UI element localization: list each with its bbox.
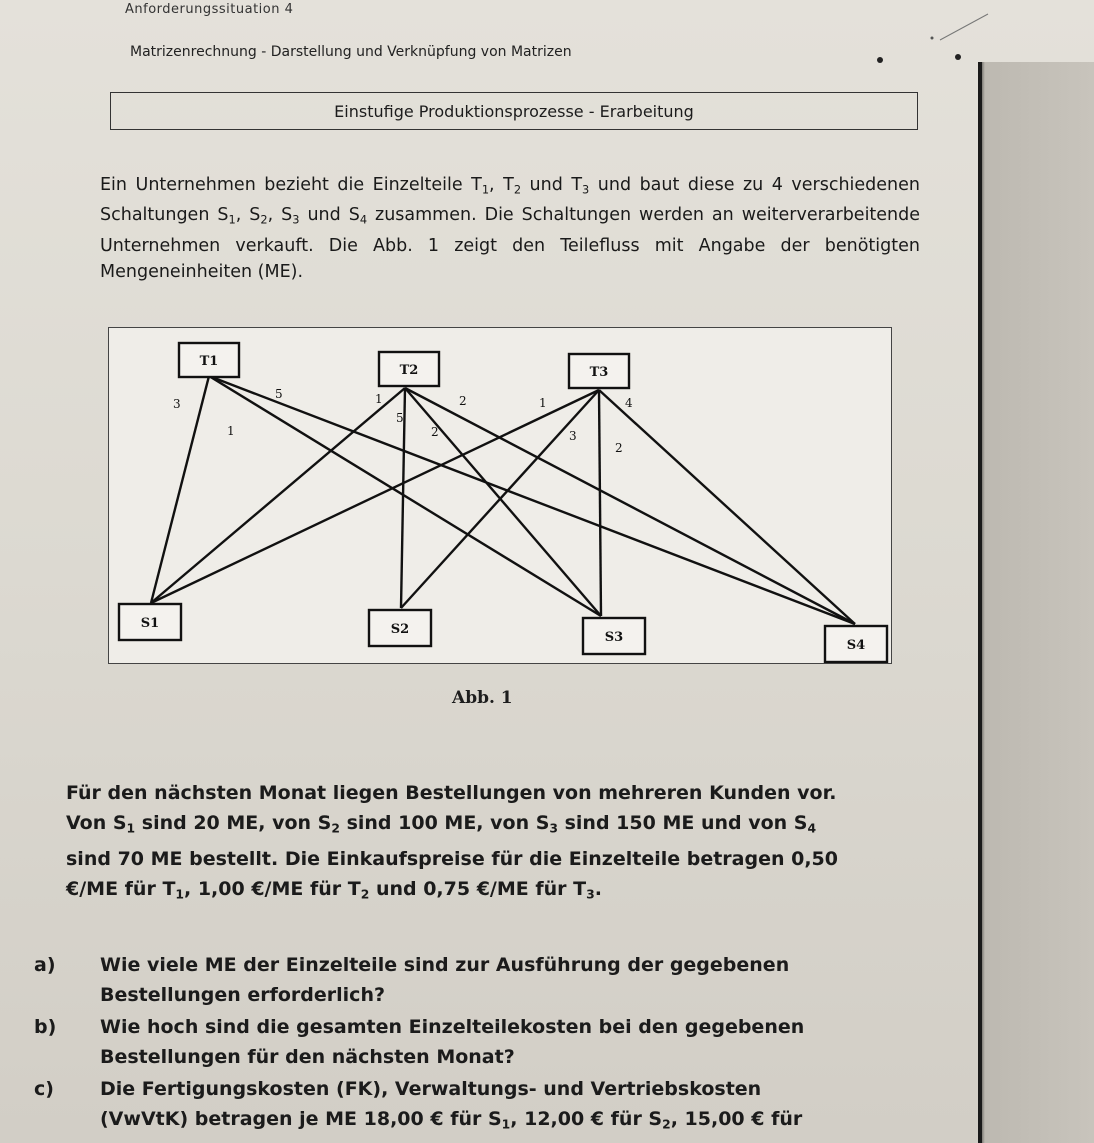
diagram-svg bbox=[109, 328, 891, 663]
task-b-line-1: Wie hoch sind die gesamten Einzelteilekosten bei den gegebenen bbox=[100, 1016, 805, 1038]
section-title: Einstufige Produktionsprozesse - Erarbeitung bbox=[334, 101, 694, 121]
edge-t3-s1 bbox=[151, 390, 599, 603]
node-t3-label: T3 bbox=[589, 365, 609, 380]
qty-t1-s1: 3 bbox=[173, 397, 181, 411]
intro-text-3: und baut diese zu 4 verschiedenen Schaltungen bbox=[100, 175, 920, 226]
task-b-label: b) bbox=[34, 1016, 57, 1038]
order-paragraph bbox=[66, 778, 962, 909]
task-b-line-2: Bestellungen für den nächsten Monat? bbox=[100, 1046, 515, 1068]
edge-t1-s4 bbox=[209, 376, 855, 624]
subject-heading: Matrizenrechnung - Darstellung und Verknüpfung von Matrizen bbox=[130, 44, 572, 60]
task-a-label: a) bbox=[34, 954, 56, 976]
order-line-2: Von $S_1$ sind 20 ME, von $S_2$ sind 100 ME, von $S_3$ sind 150 ME und von $S_4$ bbox=[66, 812, 817, 836]
task-a-line-2: Bestellungen erforderlich? bbox=[100, 984, 385, 1006]
qty-t2-s1: 1 bbox=[375, 392, 383, 406]
order-line-3: sind 70 ME bestellt. Die Einkaufspreise für die Einzelteile betragen 0,50 bbox=[66, 847, 838, 870]
task-a-line-1: Wie viele ME der Einzelteile sind zur Ausführung der gegebenen bbox=[100, 954, 790, 976]
task-c-label: c) bbox=[34, 1078, 54, 1100]
node-t1-label: T1 bbox=[199, 354, 219, 369]
qty-t3-s4: 4 bbox=[625, 396, 633, 410]
qty-t3-s1: 1 bbox=[539, 396, 547, 410]
figure-caption: Abb. 1 bbox=[452, 688, 513, 708]
qty-t3-s2: 3 bbox=[569, 429, 577, 443]
intro-text-5: zusammen. Die Schaltungen werden an weiterverarbeitende Unternehmen verkauft. Die Abb. 1 zeigt den Teilefluss mit Angabe der benötigten Mengeneinheiten (ME). bbox=[100, 205, 921, 282]
product-nodes bbox=[119, 604, 887, 662]
intro-text-4: und bbox=[299, 205, 349, 226]
node-s2-label: S2 bbox=[390, 622, 410, 637]
node-s3-label: S3 bbox=[604, 630, 624, 645]
parts-flow-diagram bbox=[108, 327, 892, 664]
task-b bbox=[34, 1012, 804, 1072]
intro-text-2: und bbox=[521, 175, 572, 195]
node-s1-label: S1 bbox=[140, 616, 160, 631]
page-edge-line bbox=[978, 62, 982, 1143]
qty-t2-s4: 2 bbox=[459, 394, 467, 408]
page-edge-shadow bbox=[978, 62, 1094, 1143]
edge-t3-s3 bbox=[599, 390, 601, 616]
edges bbox=[151, 376, 855, 624]
task-a bbox=[34, 950, 789, 1010]
node-s4-label: S4 bbox=[846, 638, 866, 653]
task-c bbox=[34, 1074, 802, 1140]
edge-t2-s4 bbox=[405, 388, 855, 624]
section-title-box bbox=[110, 92, 918, 130]
qty-t2-s2: 5 bbox=[396, 411, 404, 425]
qty-t3-s3: 2 bbox=[615, 441, 623, 455]
qty-t1-s4: 5 bbox=[275, 387, 283, 401]
background-decoration bbox=[820, 0, 1010, 70]
node-t2-label: T2 bbox=[399, 363, 419, 378]
intro-text-1: Ein Unternehmen bezieht die Einzelteile bbox=[100, 175, 472, 195]
qty-t1-s3: 1 bbox=[227, 424, 235, 438]
task-c-line-2: (VwVtK) betragen je ME 18,00 € für $S_1$, 12,00 € für $S_2$, 15,00 € für bbox=[100, 1108, 803, 1132]
edge-t3-s4 bbox=[599, 390, 855, 624]
qty-t2-s3: 2 bbox=[431, 425, 439, 439]
order-line-1: Für den nächsten Monat liegen Bestellungen von mehreren Kunden vor. bbox=[66, 782, 837, 804]
edge-t2-s1 bbox=[151, 388, 405, 603]
edge-t2-s3 bbox=[405, 388, 601, 616]
intro-paragraph: Ein Unternehmen bezieht die Einzelteile $T_1$, $T_2$ und $T_3$ und baut diese zu 4 verschiedenen Schaltungen $S_1$, $S_2$, $S_3$ und $S_4$ zusammen. Die Schaltungen werden an weiterverarbeitende Unternehmen verkauft. Die Abb. 1 zeigt den Teilefluss mit Angabe der benötigten Mengeneinheiten (ME). bbox=[100, 175, 921, 282]
situation-heading: Anforderungssituation 4 bbox=[125, 2, 294, 17]
order-line-4: €/ME für $T_1$, 1,00 €/ME für $T_2$ und 0,75 €/ME für $T_3$. bbox=[66, 877, 602, 902]
edge-t3-s2 bbox=[401, 390, 599, 608]
task-c-line-1: Die Fertigungskosten (FK), Verwaltungs- und Vertriebskosten bbox=[100, 1078, 762, 1100]
